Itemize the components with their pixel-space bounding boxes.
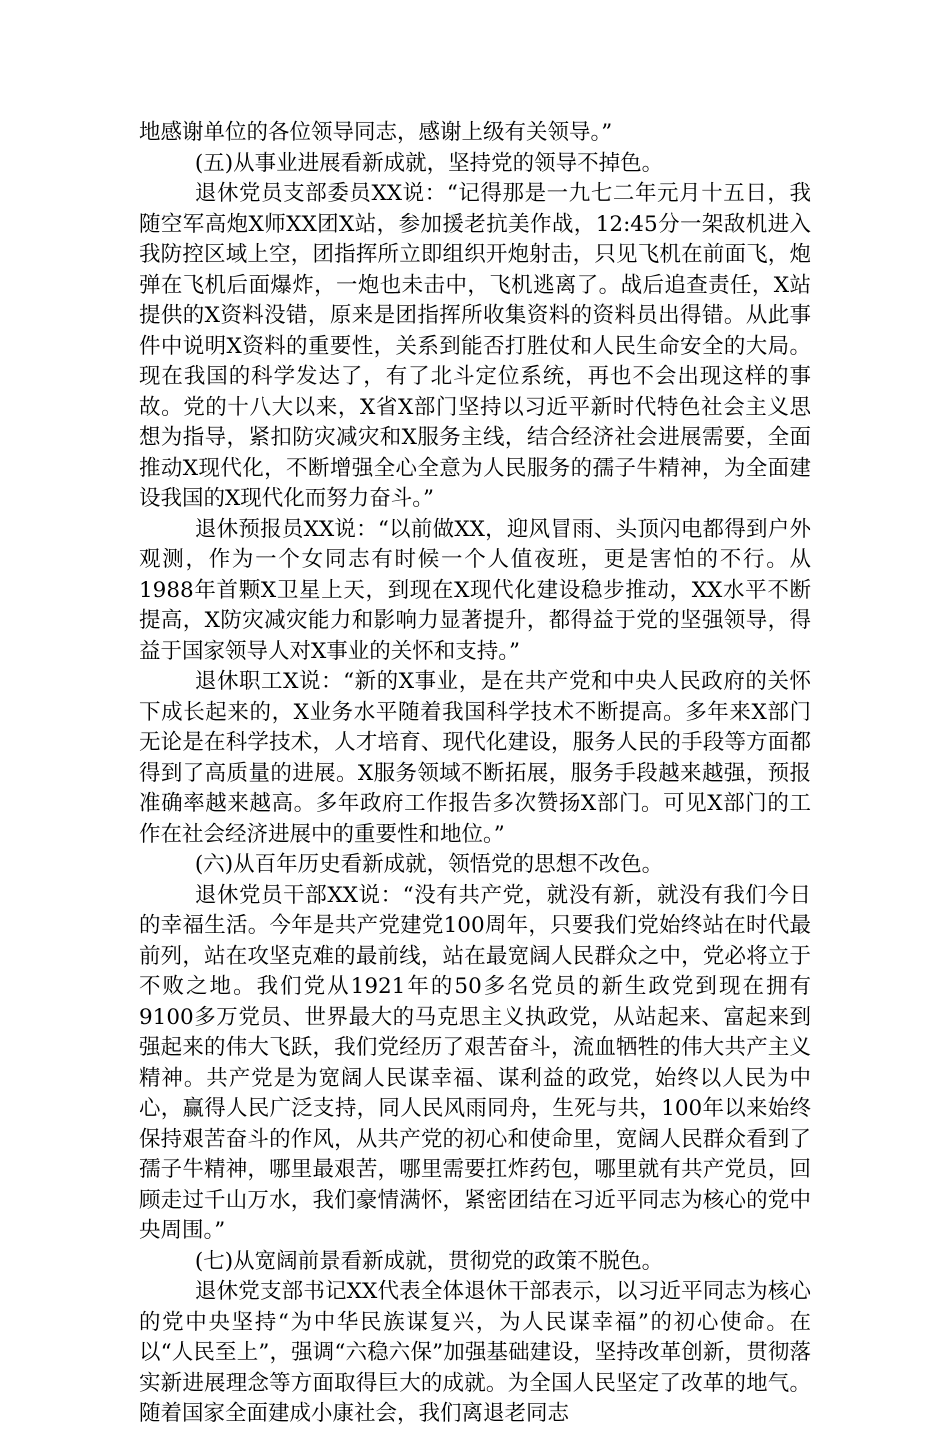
paragraph-continuation: 地感谢单位的各位领导同志，感谢上级有关领导。”: [139, 120, 613, 145]
document-body: [139, 118, 811, 1430]
paragraph-party-member-quote: 退休党员支部委员XX说：“记得那是一九七二年元月十五日，我随空军高炮X师XX团X站，参加援老抗美作战，12:45分一架敌机进入我防控区域上空，团指挥所立即组织开炮射击，只见飞机在前面飞，炮弹在飞机后面爆炸，一炮也未击中，飞机逃离了。战后追查责任，X站提供的X资料没错，原来是团指挥所收集资料的资料员出得错。从此事件中说明X资料的重要性，关系到能否打胜仗和人民生命安全的大局。现在我国的科学发达了，有了北斗定位系统，再也不会出现这样的事故。党的十八大以来，X省X部门坚持以习近平新时代特色社会主义思想为指导，紧扣防灾减灾和X服务主线，结合经济社会进展需要，全面推动X现代化，不断增强全心全意为人民服务的孺子牛精神，为全面建设我国的X现代化而努力奋斗。”: [139, 181, 811, 511]
paragraph-staff-quote: 退休职工X说：“新的X事业，是在共产党和中央人民政府的关怀下成长起来的，X业务水平随着我国科学技术不断提高。多年来X部门无论是在科学技术，人才培育、现代化建设，服务人民的手段等方面都得到了高质量的进展。X服务领域不断拓展，服务手段越来越强，预报准确率越来越高。多年政府工作报告多次赞扬X部门。可见X部门的工作在社会经济进展中的重要性和地位。”: [139, 669, 811, 847]
section-heading-7: (七)从宽阔前景看新成就，贯彻党的政策不脱色。: [194, 1248, 664, 1274]
section-heading-6: (六)从百年历史看新成就，领悟党的思想不改色。: [194, 852, 664, 877]
paragraph-forecaster-quote: 退休预报员XX说：“以前做XX，迎风冒雨、头顶闪电都得到户外观测，作为一个女同志有时候一个人值夜班，更是害怕的不行。从1988年首颗X卫星上天，到现在X现代化建设稳步推动，XX水平不断提高，X防灾减灾能力和影响力显著提升，都得益于党的坚强领导，得益于国家领导人对X事业的关怀和支持。”: [139, 516, 811, 664]
paragraph-secretary-statement: 退休党支部书记XX代表全体退休干部表示，以习近平同志为核心的党中央坚持“为中华民族谋复兴，为人民谋幸福”的初心使命。在以“人民至上”，强调“六稳六保”加强基础建设，坚持改革创新，贯彻落实新进展理念等方面取得巨大的成就。为全国人民坚定了改革的地气。随着国家全面建成小康社会，我们离退老同志: [139, 1279, 811, 1426]
paragraph-cadre-quote: 退休党员干部XX说：“没有共产党，就没有新，就没有我们今日的幸福生活。今年是共产党建党100周年，只要我们党始终站在时代最前列，站在攻坚克难的最前线，站在最宽阔人民群众之中，党必将立于不败之地。我们党从1921年的50多名党员的新生政党到现在拥有9100多万党员、世界最大的马克思主义执政党，从站起来、富起来到强起来的伟大飞跃，我们党经历了艰苦奋斗，流血牺牲的伟大共产主义精神。共产党是为宽阔人民谋幸福、谋利益的政党，始终以人民为中心，赢得人民广泛支持，同人民风雨同舟，生死与共，100年以来始终保持艰苦奋斗的作风，从共产党的初心和使命里，宽阔人民群众看到了孺子牛精神，哪里最艰苦，哪里需要扛炸药包，哪里就有共产党员，回顾走过千山万水，我们豪情满怀，紧密团结在习近平同志为核心的党中央周围。”: [139, 882, 811, 1243]
section-heading-5: (五)从事业进展看新成就，坚持党的领导不掉色。: [194, 150, 664, 176]
